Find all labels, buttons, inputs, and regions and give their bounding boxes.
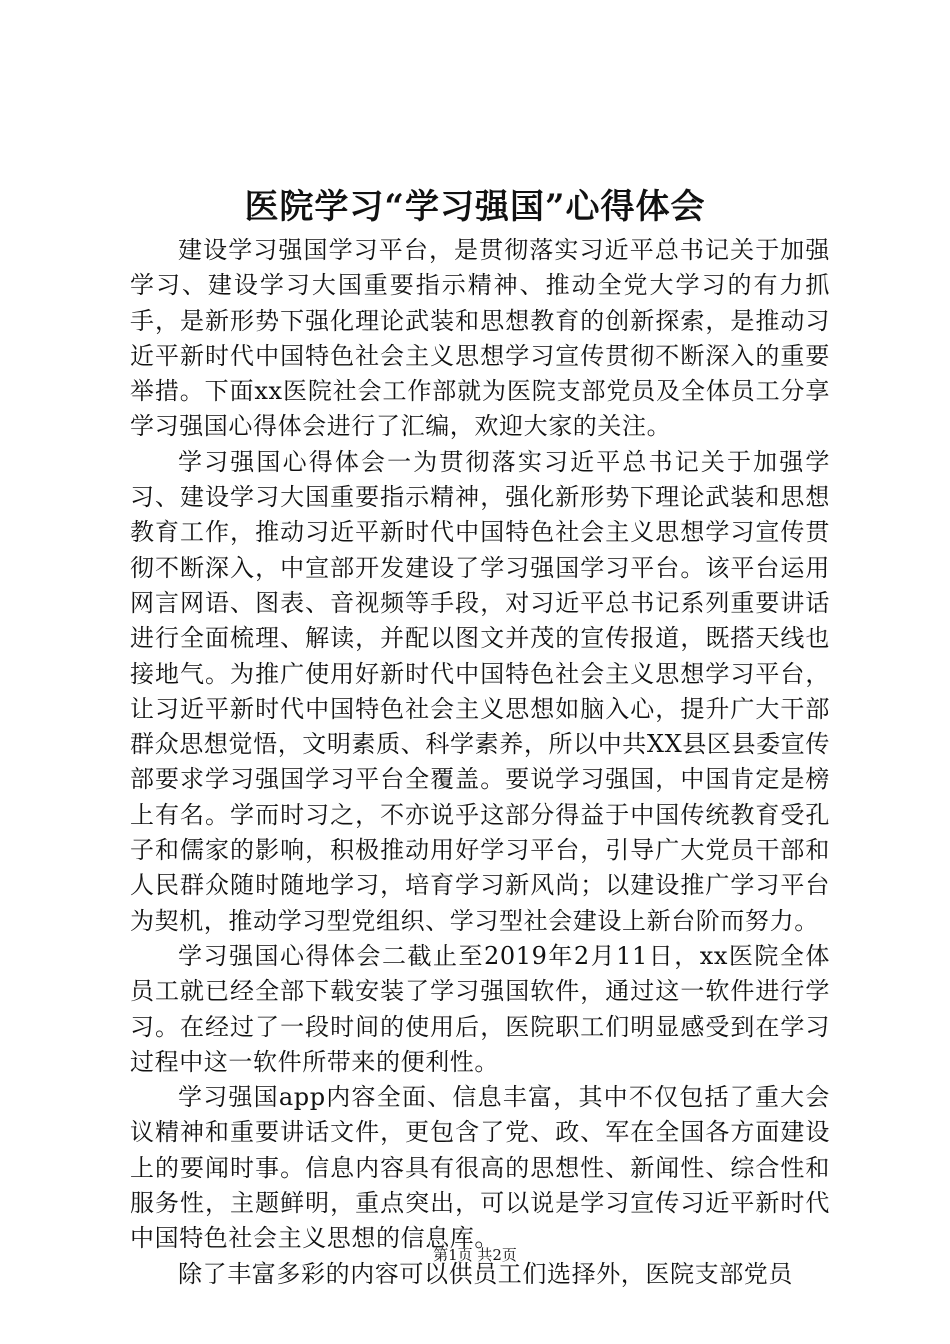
paragraph-experience-two: 学习强国心得体会二截止至2019年2月11日，xx医院全体员工就已经全部下载安装了学习强国软件，通过这一软件进行学习。在经过了一段时间的使用后，医院职工们明显感受到在学习过程中这一软件所带来的便利性。 [130, 941, 830, 1076]
paragraph-experience-one: 学习强国心得体会一为贯彻落实习近平总书记关于加强学习、建设学习大国重要指示精神，强化新形势下理论武装和思想教育工作，推动习近平新时代中国特色社会主义思想学习宣传贯彻不断深入，中宣部开发建设了学习强国学习平台。该平台运用网言网语、图表、音视频等手段，对习近平总书记系列重要讲话进行全面梳理、解读，并配以图文并茂的宣传报道，既搭天线也接地气。为推广使用好新时代中国特色社会主义思想学习平台，让习近平新时代中国特色社会主义思想如脑入心，提升广大干部群众思想觉悟，文明素质、科学素养，所以中共XX县区县委宣传部要求学习强国学习平台全覆盖。要说学习强国，中国肯定是榜上有名。学而时习之，不亦说乎这部分得益于中国传统教育受孔子和儒家的影响，积极推动用好学习平台，引导广大党员干部和人民群众随时随地学习，培育学习新风尚；以建设推广学习平台为契机，推动学习型党组织、学习型社会建设上新台阶而努力。 [130, 447, 830, 935]
document-title: 医院学习“学习强国”心得体会 [244, 187, 706, 227]
document-body [130, 233, 830, 1292]
paragraph-continued: 除了丰富多彩的内容可以供员工们选择外，医院支部党员 [178, 1259, 793, 1288]
page-number-footer: 第1页 共2页 [433, 1246, 517, 1264]
paragraph-intro: 建设学习强国学习平台，是贯彻落实习近平总书记关于加强学习、建设学习大国重要指示精神、推动全党大学习的有力抓手，是新形势下强化理论武装和思想教育的创新探索，是推动习近平新时代中国特色社会主义思想学习宣传贯彻不断深入的重要举措。下面xx医院社会工作部就为医院支部党员及全体员工分享学习强国心得体会进行了汇编，欢迎大家的关注。 [130, 236, 830, 441]
paragraph-app-content: 学习强国app内容全面、信息丰富，其中不仅包括了重大会议精神和重要讲话文件，更包含了党、政、军在全国各方面建设上的要闻时事。信息内容具有很高的思想性、新闻性、综合性和服务性，主题鲜明，重点突出，可以说是学习宣传习近平新时代中国特色社会主义思想的信息库。 [130, 1083, 830, 1253]
